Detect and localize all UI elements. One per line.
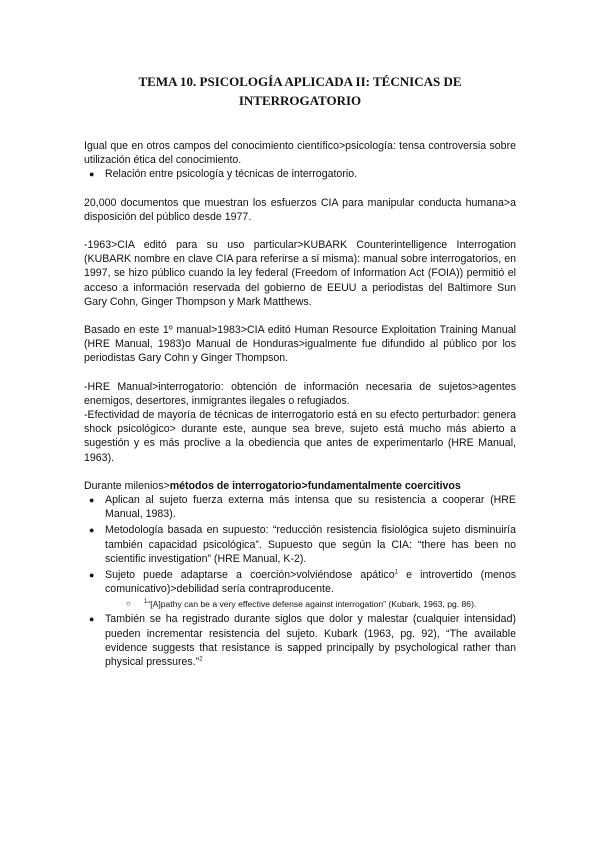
list-item — [84, 612, 516, 669]
intro-bullet-list — [84, 167, 516, 181]
bullet-text-b: e introvertido (menos comunicativo)>debilidad sería contraproducente. — [105, 569, 517, 596]
hre-paragraph: Basado en este 1º manual>1983>CIA editó Human Resource Exploitation Training Manual (HRE Manual, 1983)o Manual de Honduras>igualmente fue difundido al público por los periodistas Gary Cohn y Ginger Thompson. — [84, 324, 516, 365]
sub-bullet-text: “[A]pathy can be a very effective defense against interrogation” (Kubark, 1963, pg. 86). — [147, 599, 477, 610]
footnote-marker: 1 — [144, 599, 148, 606]
list-item: ● Aplican al sujeto fuerza externa más intensa que su resistencia a cooperar (HRE Manual, 1983). — [84, 493, 516, 521]
intro-paragraph: Igual que en otros campos del conocimiento científico>psicología: tensa controversia sobre utilización ética del conocimiento. — [84, 140, 516, 167]
methods-heading — [84, 479, 516, 493]
list-item — [84, 568, 516, 610]
title-line-1: TEMA 10. PSICOLOGÍA APLICADA II: TÉCNICAS DE — [138, 74, 462, 89]
list-item — [105, 598, 516, 610]
list-item: ● Metodología basada en supuesto: “reducción resistencia fisiológica sujeto disminuiría también capacidad psicológica”. Supuesto que según la CIA: “there has been no scientific investigation” (HRE Manual, K-2). — [84, 523, 516, 566]
list-item: ● Relación entre psicología y técnicas de interrogatorio. — [84, 167, 516, 181]
bullet-text-a: Sujeto puede adaptarse a coerción>volviéndose apático — [105, 569, 395, 582]
documents-paragraph: 20,000 documentos que muestran los esfuerzos CIA para manipular conducta humana>a disposición del público desde 1977. — [84, 196, 516, 223]
kubark-paragraph: -1963>CIA editó para su uso particular>KUBARK Counterintelligence Interrogation (KUBARK nombre en clave CIA para referirse a sí misma): manual sobre interrogatorios, en 1997, se hizo público cuando la ley federal (Freedom of Information Act (FOIA)) permitió el acceso a información reservada del gobierno de EEUU a periodistas del Baltimore Sun Gary Cohn, Ginger Thompson y Mark Matthews. — [84, 239, 516, 308]
methods-bullet-list — [84, 493, 516, 669]
methods-bold-text: métodos de interrogatorio>fundamentalmente coercitivos — [169, 479, 461, 492]
bullet-text: También se ha registrado durante siglos que dolor y malestar (cualquier intensidad) pueden incrementar resistencia del sujeto. Kubark (1963, pg. 92), “The available evidence suggests that resistance is sapped principally by psychological rather than physical pressures.” — [105, 613, 516, 669]
title-line-2: INTERROGATORIO — [238, 93, 362, 108]
efectividad-paragraph: -Efectividad de mayoría de técnicas de interrogatorio está en su efecto perturbador: genera shock psicológico> durante este, aunque sea breve, sujeto está mucho más abierto a sugestión y es más proclive a la obediencia que antes de experimentarlo (HRE Manual, 1963). — [84, 409, 516, 464]
footnote-marker: 1 — [394, 569, 398, 576]
hre-definition-paragraph: -HRE Manual>interrogatorio: obtención de información necesaria de sujetos>agentes enemigos, desertores, inmigrantes ilegales o refugiados. — [84, 380, 516, 407]
page-title — [84, 72, 516, 110]
sub-bullet-list — [105, 598, 516, 610]
methods-lead-text: Durante milenios> — [84, 479, 170, 492]
footnote-marker: 2 — [199, 656, 203, 663]
